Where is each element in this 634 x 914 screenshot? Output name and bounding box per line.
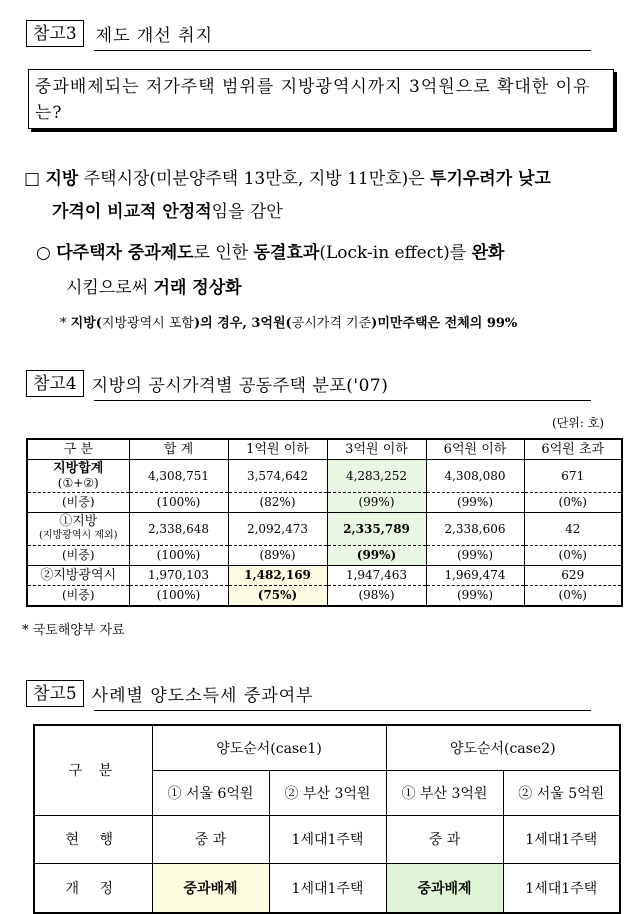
bullet2-ease: 완화	[471, 243, 505, 263]
dist-cell: 2,338,606	[426, 513, 524, 546]
dist-header-cell: 1억원 이하	[228, 439, 327, 460]
ref5-tag: 참고5	[26, 680, 84, 707]
ref3-title: 제도 개선 취지	[95, 26, 214, 46]
case-cell: 1세대1주택	[503, 863, 620, 913]
dist-row-metro	[27, 566, 622, 586]
case-sub-cell: ① 서울 6억원	[152, 770, 269, 815]
bullet1-line1	[24, 167, 551, 192]
case-revised-row	[34, 863, 620, 913]
dist-cell: 2,335,789	[327, 513, 426, 546]
dist-row-label: (비중)	[27, 546, 129, 566]
dist-cell: (100%)	[129, 493, 228, 513]
ref3-tag: 참고3	[26, 20, 84, 47]
dist-cell: (99%)	[426, 546, 524, 566]
case-header-row	[34, 725, 620, 770]
unit-label: (단위: 호)	[552, 416, 604, 430]
case1-header: 양도순서(case1)	[152, 725, 386, 770]
case-cell: 1세대1주택	[503, 815, 620, 863]
note-asterisk: *	[60, 316, 67, 331]
dist-cell: 671	[524, 460, 622, 493]
ref5-title: 사례별 양도소득세 중과여부	[91, 686, 314, 706]
dist-cell: 4,308,751	[129, 460, 228, 493]
dist-cell: (99%)	[327, 493, 426, 513]
bullet1-low-risk: 투기우려가 낮고	[430, 169, 551, 189]
bullet1-market: 주택시장(미분양주택 13만호, 지방 11만호)은	[78, 169, 431, 189]
note-basis: 공시가격 기준	[291, 316, 372, 331]
ref4-title: 지방의 공시가격별 공동주택 분포('07)	[91, 376, 389, 396]
dist-row-metro-share	[27, 586, 622, 607]
dist-header-cell: 구 분	[27, 439, 129, 460]
dist-header-cell: 6억원 이하	[426, 439, 524, 460]
case-current-row	[34, 815, 620, 863]
dist-cell: (99%)	[426, 586, 524, 607]
question-box: 중과배제되는 저가주택 범위를 지방광역시까지 3억원으로 확대한 이유는?	[28, 69, 614, 129]
dist-total-sub: (①+②)	[57, 476, 99, 490]
case-cell: 중 과	[152, 815, 269, 863]
bullet1-consider: 임을 감안	[211, 202, 283, 222]
dist-cell: 4,308,080	[426, 460, 524, 493]
dist-row-label	[27, 513, 129, 546]
ref5-heading	[26, 680, 591, 707]
dist-row-label: ②지방광역시	[27, 566, 129, 586]
dist-row-label: (비중)	[27, 493, 129, 513]
distribution-table	[26, 438, 623, 607]
dist-cell: (0%)	[524, 546, 622, 566]
bullet2-by-doing: 시킴으로써	[66, 278, 154, 298]
bullet2-line2	[66, 276, 242, 301]
dist-cell: (82%)	[228, 493, 327, 513]
dist-cell: (75%)	[228, 586, 327, 607]
bullet2-lockin: 동결효과	[253, 243, 320, 263]
ref4-heading	[26, 370, 591, 397]
note-close: )의 경우,	[193, 316, 252, 331]
dist-cell: (98%)	[327, 586, 426, 607]
dist-cell: 1,482,169	[228, 566, 327, 586]
case-row-label: 현 행	[34, 815, 152, 863]
dist-cell: (100%)	[129, 546, 228, 566]
dist-header-row	[27, 439, 622, 460]
dist-total-label: 지방합계	[53, 461, 104, 476]
case-sub-cell: ① 부산 3억원	[386, 770, 503, 815]
dist-header-cell: 3억원 이하	[327, 439, 426, 460]
bullet2-normalize: 거래 정상화	[153, 278, 242, 298]
note-under: )미만주택은	[371, 316, 445, 331]
bullet1-line2	[52, 200, 283, 225]
dist-row-total	[27, 460, 622, 493]
dist-header-cell: 6억원 초과	[524, 439, 622, 460]
dist-cell: (99%)	[327, 546, 426, 566]
dist-cell: (89%)	[228, 546, 327, 566]
dist-row-region-share	[27, 546, 622, 566]
dist-cell: (0%)	[524, 586, 622, 607]
case-corner: 구 분	[34, 725, 152, 815]
dist-region-sub: (지방광역시 제외)	[38, 530, 118, 541]
ref4-tag: 참고4	[26, 370, 84, 397]
case-cell: 중 과	[386, 815, 503, 863]
dist-cell: 1,969,474	[426, 566, 524, 586]
dist-cell: 3,574,642	[228, 460, 327, 493]
dist-cell: 4,283,252	[327, 460, 426, 493]
dist-region-label: ①지방	[59, 514, 98, 529]
dist-cell: 42	[524, 513, 622, 546]
ref3-heading	[26, 20, 591, 47]
bullet2-circle-mark: ○	[36, 243, 51, 263]
dist-row-label	[27, 460, 129, 493]
bullet2-heavy-tax: 다주택자 중과제도	[56, 243, 194, 263]
dist-row-label: (비중)	[27, 586, 129, 607]
bullet1-stable: 가격이 비교적 안정적	[52, 202, 212, 222]
dist-cell: 2,092,473	[228, 513, 327, 546]
case-cell: 중과배제	[386, 863, 503, 913]
ref5-rule	[94, 710, 591, 711]
case2-header: 양도순서(case2)	[386, 725, 620, 770]
note-incl: 지방광역시 포함	[101, 316, 194, 331]
bullet2-line1	[36, 241, 504, 266]
dist-cell: 2,338,648	[129, 513, 228, 546]
dist-row-total-share	[27, 493, 622, 513]
case-row-label: 개 정	[34, 863, 152, 913]
case-table	[33, 724, 621, 914]
case-sub-cell: ② 부산 3억원	[269, 770, 386, 815]
bullet1-square-mark: □	[24, 169, 41, 189]
case-cell: 1세대1주택	[269, 815, 386, 863]
dist-cell: (99%)	[426, 493, 524, 513]
bullet2-by: 로 인한	[193, 243, 254, 263]
dist-row-region	[27, 513, 622, 546]
case-cell: 중과배제	[152, 863, 269, 913]
note-line	[60, 311, 517, 336]
case-sub-cell: ② 서울 5억원	[503, 770, 620, 815]
dist-cell: 629	[524, 566, 622, 586]
bullet2-lockin-en: (Lock-in effect)를	[319, 243, 472, 263]
case-cell: 1세대1주택	[269, 863, 386, 913]
bullet1-region: 지방	[45, 169, 79, 189]
dist-cell: 1,947,463	[327, 566, 426, 586]
dist-cell: 1,970,103	[129, 566, 228, 586]
ref3-rule	[94, 50, 591, 51]
dist-header-cell: 합 계	[129, 439, 228, 460]
dist-cell: (100%)	[129, 586, 228, 607]
source-note: * 국토해양부 자료	[22, 623, 125, 638]
note-300m: 3억원(	[251, 316, 292, 331]
note-99: 전체의 99%	[444, 316, 518, 331]
ref4-rule	[94, 400, 591, 401]
dist-cell: (0%)	[524, 493, 622, 513]
note-region: 지방(	[70, 316, 102, 331]
